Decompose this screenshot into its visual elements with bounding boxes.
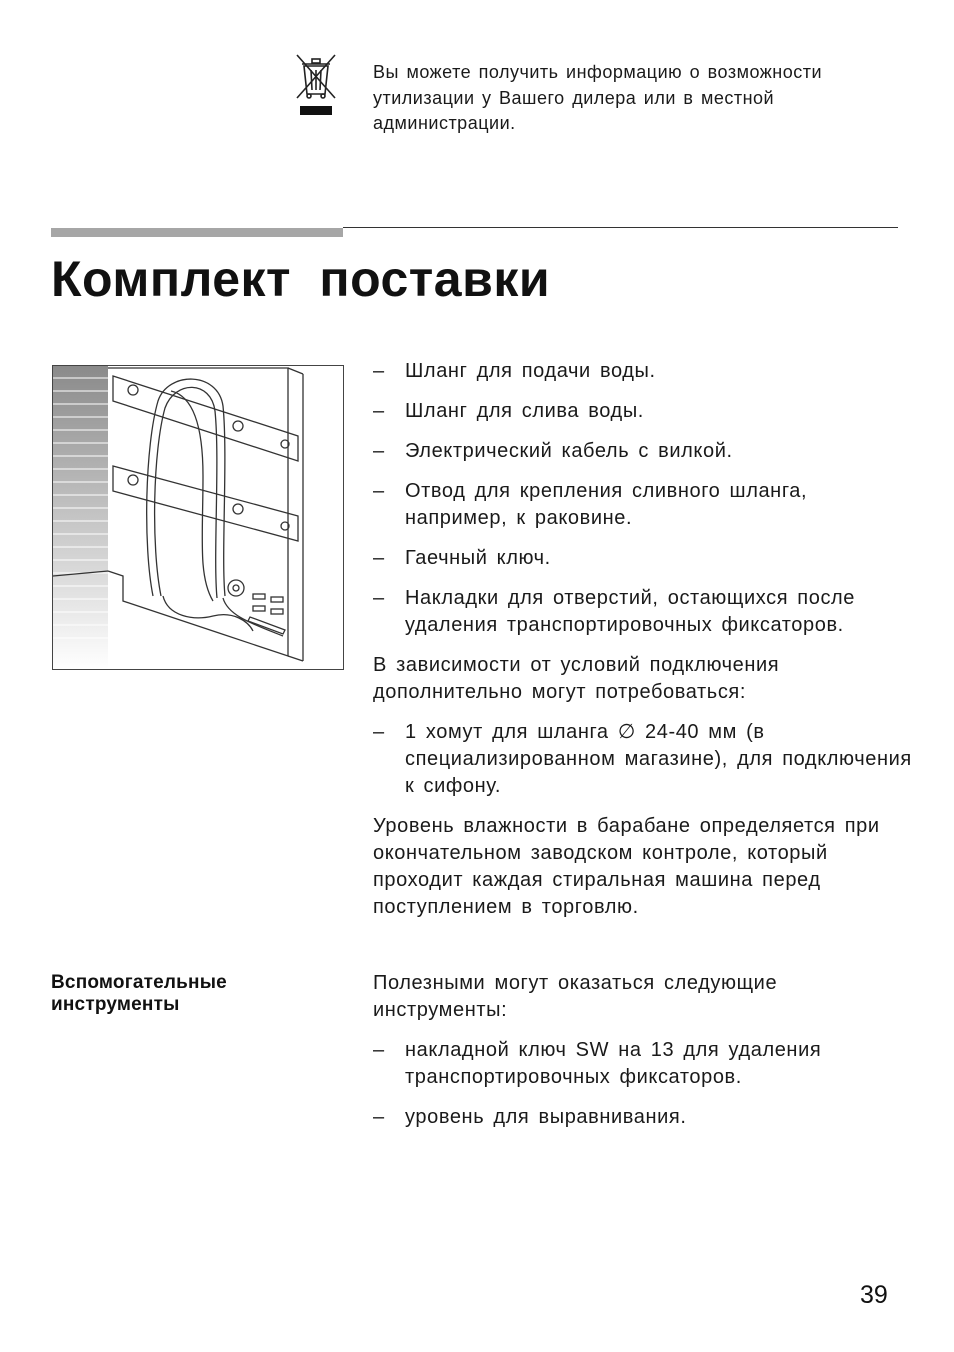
delivery-contents-illustration bbox=[52, 365, 344, 670]
aux-tools-intro: Полезными могут оказаться следующие инструменты: bbox=[373, 972, 778, 1021]
list-item: – уровень для выравнивания. bbox=[373, 1104, 913, 1131]
list-item: – Гаечный ключ. bbox=[373, 545, 913, 572]
aux-tools-list bbox=[373, 1037, 913, 1131]
section-rule-accent bbox=[51, 228, 343, 237]
list-item: – Накладки для отверстий, остающихся после удаления транспортировочных фиксаторов. bbox=[373, 585, 913, 639]
list-item: – Отвод для крепления сливного шланга, например, к раковине. bbox=[373, 478, 913, 532]
disposal-note: Вы можете получить информацию о возможности утилизации у Вашего дилера или в местной администрации. bbox=[373, 62, 823, 133]
humidity-note: Уровень влажности в барабане определяется при окончательном заводском контроле, который проходит каждая стиральная машина перед поступлением в торговлю. bbox=[373, 815, 880, 918]
list-item: – 1 хомут для шланга ∅ 24-40 мм (в специализированном магазине), для подключения к сифону. bbox=[373, 719, 913, 800]
conditional-items-list bbox=[373, 719, 913, 800]
aux-tools-heading: Вспомогательные инструменты bbox=[51, 972, 227, 1015]
main-content bbox=[373, 358, 913, 934]
list-item: – Шланг для подачи воды. bbox=[373, 358, 913, 385]
list-item: – Шланг для слива воды. bbox=[373, 398, 913, 425]
crossed-out-wheelie-bin-icon bbox=[294, 52, 338, 118]
section-rule bbox=[343, 227, 898, 228]
list-item: – Электрический кабель с вилкой. bbox=[373, 438, 913, 465]
page-title: Комплект поставки bbox=[51, 251, 551, 307]
page-number: 39 bbox=[860, 1281, 888, 1309]
list-item: – накладной ключ SW на 13 для удаления транспортировочных фиксаторов. bbox=[373, 1037, 913, 1091]
delivery-items-list bbox=[373, 358, 913, 639]
conditional-intro: В зависимости от условий подключения дополнительно могут потребоваться: bbox=[373, 654, 780, 703]
aux-tools-content bbox=[373, 970, 913, 1144]
